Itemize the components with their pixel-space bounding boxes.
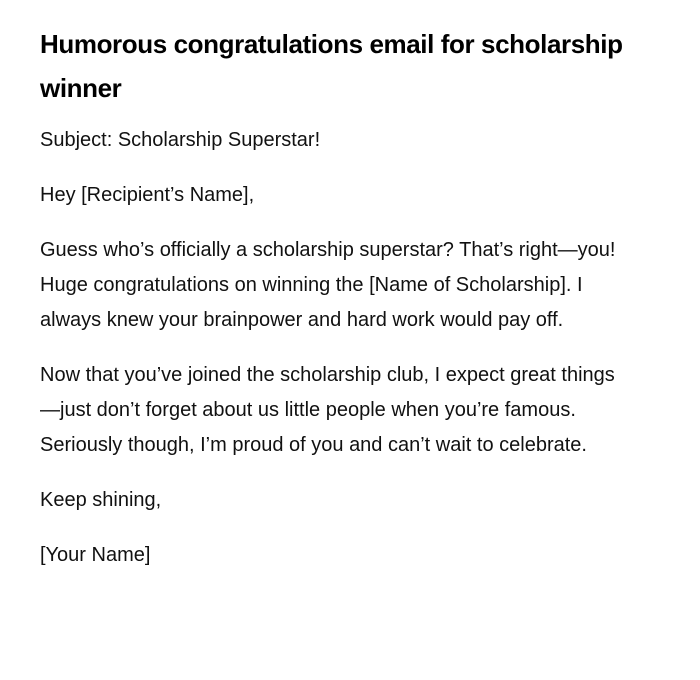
page-title: Humorous congratulations email for scholarship winner (40, 29, 623, 103)
email-body-paragraph-1: Guess who’s officially a scholarship superstar? That’s right—you! Huge congratulations on winning the [Name of Scholarship]. I always knew your brainpower and hard work would pay off. (40, 239, 616, 331)
email-signature: [Your Name] (40, 544, 151, 566)
email-closing: Keep shining, (40, 489, 162, 511)
email-subject: Subject: Scholarship Superstar! (40, 129, 321, 151)
email-greeting: Hey [Recipient’s Name], (40, 184, 255, 206)
email-body-paragraph-2: Now that you’ve joined the scholarship club, I expect great things—just don’t forget about us little people when you’re famous. Seriously though, I’m proud of you and can’t wait to celebrate. (40, 364, 615, 456)
